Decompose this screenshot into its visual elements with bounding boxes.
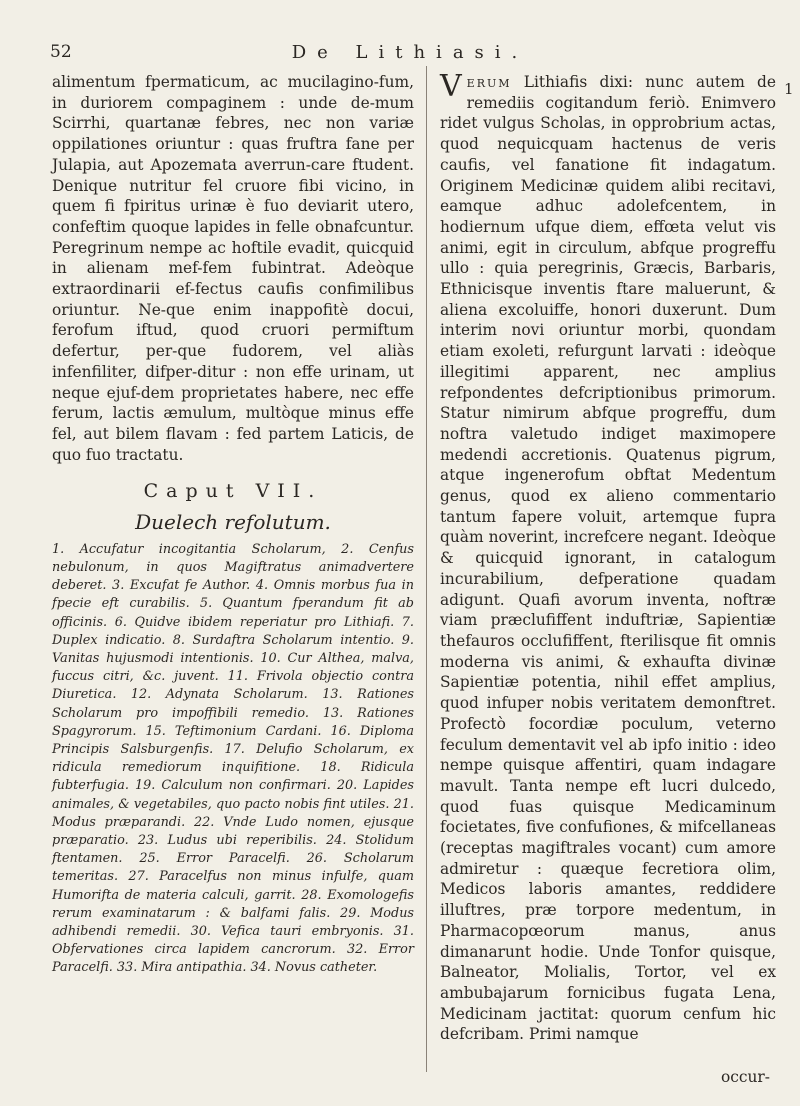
drop-capital: V	[440, 69, 462, 104]
opening-word: erum	[466, 73, 512, 91]
chapter-summary: 1. Accufatur incogitantia Scholarum, 2. Cenfus nebulonum, in quos Magiftratus animadvertere deberet. 3. Excufat fe Author. 4. Omnis morbus fua in fpecie eft curabilis. 5. Quantum fperandum fit ab officinis. 6. Quidve ibidem reperiatur pro Lithiafi. 7. Duplex indicatio. 8. Surdaftra Scholarum intentio. 9. Vanitas hujusmodi intentionis. 10. Cur Althea, malva, fuccus citri, &c. juvent. 11. Frivola objectio contra Diuretica. 12. Adynata Scholarum. 13. Rationes Scholarum pro impoffibili remedio. 13. Rationes Spagyrorum. 15. Teftimonium Cardani. 16. Diploma Principis Salsburgenfis. 17. Delufio Scholarum, ex ridicula remediorum inquifitione. 18. Ridicula fubterfugia. 19. Calculum non confirmari. 20. Lapides animales, & vegetabiles, quo pacto nobis fint utiles. 21. Modus præparandi. 22. Vnde Ludo nomen, ejusque præparatio. 23. Ludus ubi reperibilis. 24. Stolidum ftentamen. 25. Error Paracelfi. 26. Scholarum temeritas. 27. Paracelfus non minus infulfe, quam Humorifta de materia calculi, garrit. 28. Exomologefis rerum examinatarum : & balfami falis. 29. Modus adhibendi remedii. 30. Vefica tauri embryonis. 31. Obfervationes circa lapidem cancrorum. 32. Error Paracelfi. 33. Mira antipathia. 34. Novus catheter.	[52, 541, 414, 976]
right-paragraph	[440, 69, 776, 1045]
left-paragraph: alimentum fpermaticum, ac mucilagino-fum, in duriorem compaginem : unde de-mum Scirrhi, quartanæ febres, nec non variæ oppilationes oriuntur : quas fruftra fane per Julapia, aut Apozemata averrun-care ftudent. Denique nutritur fel cruore fibi vicino, in quem fi fpiritus urinæ è fuo deviarit utero, confeftim quoque lapides in felle obnafcuntur. Peregrinum nempe ac hoftile evadit, quicquid in alienam mef-fem fubintrat. Adeòque extraordinarii ef-fectus caufis confimilibus oriuntur. Ne-que enim inappofitè docui, ferofum iftud, quod cruori permiftum defertur, per-que fudorem, vel aliàs infenfiliter, difper-ditur : non effe urinam, ut neque ejuf-dem proprietates habere, nec effe ferum, lactis æmulum, multòque minus effe fel, aut bilem flavam : fed partem Laticis, de quo fuo tractatu.	[52, 73, 414, 464]
column-divider	[426, 66, 427, 1072]
right-paragraph-text: Lithiafis dixi: nunc autem de remediis cogitandum feriò. Enimvero ridet vulgus Scholas, in opprobrium actas, quod nequicquam hactenus de veris caufis, vel fanatione fit indagatum. Originem Medicinæ quidem alibi recitavi, eamque adhuc adolefcentem, in hodiernum ufque diem, effœta velut vis animi, egit in circulum, abfque progreffu ullo : quia peregrinis, Græcis, Barbaris, Ethnicisque inventis ftare maluerunt, & aliena excoluiffe, honori duxerunt. Dum interim novi oriuntur morbi, quondam etiam exoleti, refurgunt larvati : ideòque illegitimi apparent, nec amplius refpondentes defcriptionibus primorum. Statur nimirum abfque progreffu, dum noftra valetudo indiget maximopere medendi accretionis. Quatenus pigrum, atque ingenerofum obftat Medentum genus, quod ex alieno commentario tantum fapere voluit, artemque fupra quàm noverint, increfcere negant. Ideòque & quicquid ignorant, in catalogum incurabilium, defperatione quadam adigunt. Quafi avorum inventa, noftræ viam præclufiffent induftriæ, Sapientiæ thefauros occlufiffent, fterilisque fit omnis moderna vis animi, & exhaufta divinæ Sapientiæ potentia, nihil effet amplius, quod infuper nobis veritatem demonftret. Profectò focordiæ poculum, veterno feculum dementavit vel ab ipfo initio : ideo nempe quisque affentiri, quam indagare mavult. Tanta nempe eft lucri dulcedo, quod fuas quisque Medicaminum focietates, five confufiones, & mifcellaneas (receptas magiftrales vocant) cum amore admiretur : quæque fecretiora olim, Medicos laboris amantes, reddidere illuftres, præ torpore medentum, in Pharmacopœorum manus, anus dimanarunt hodie. Unde Tonfor quisque, Balneator, Molialis, Tortor, vel ex ambubajarum fornicibus fugata Lena, Medicinam jactitat: quorum cenfum hic defcribam. Primi namque	[440, 73, 776, 1044]
left-column	[52, 72, 414, 978]
right-column	[440, 69, 776, 1045]
catchword: occur-	[721, 1068, 770, 1086]
running-title: De Lithiasi.	[291, 42, 529, 63]
page-number: 52	[50, 42, 72, 62]
chapter-title: Caput VII.	[143, 480, 323, 503]
chapter-subtitle: Duelech refolutum.	[135, 510, 331, 535]
page-header	[50, 42, 770, 68]
margin-mark: 1	[784, 80, 794, 98]
